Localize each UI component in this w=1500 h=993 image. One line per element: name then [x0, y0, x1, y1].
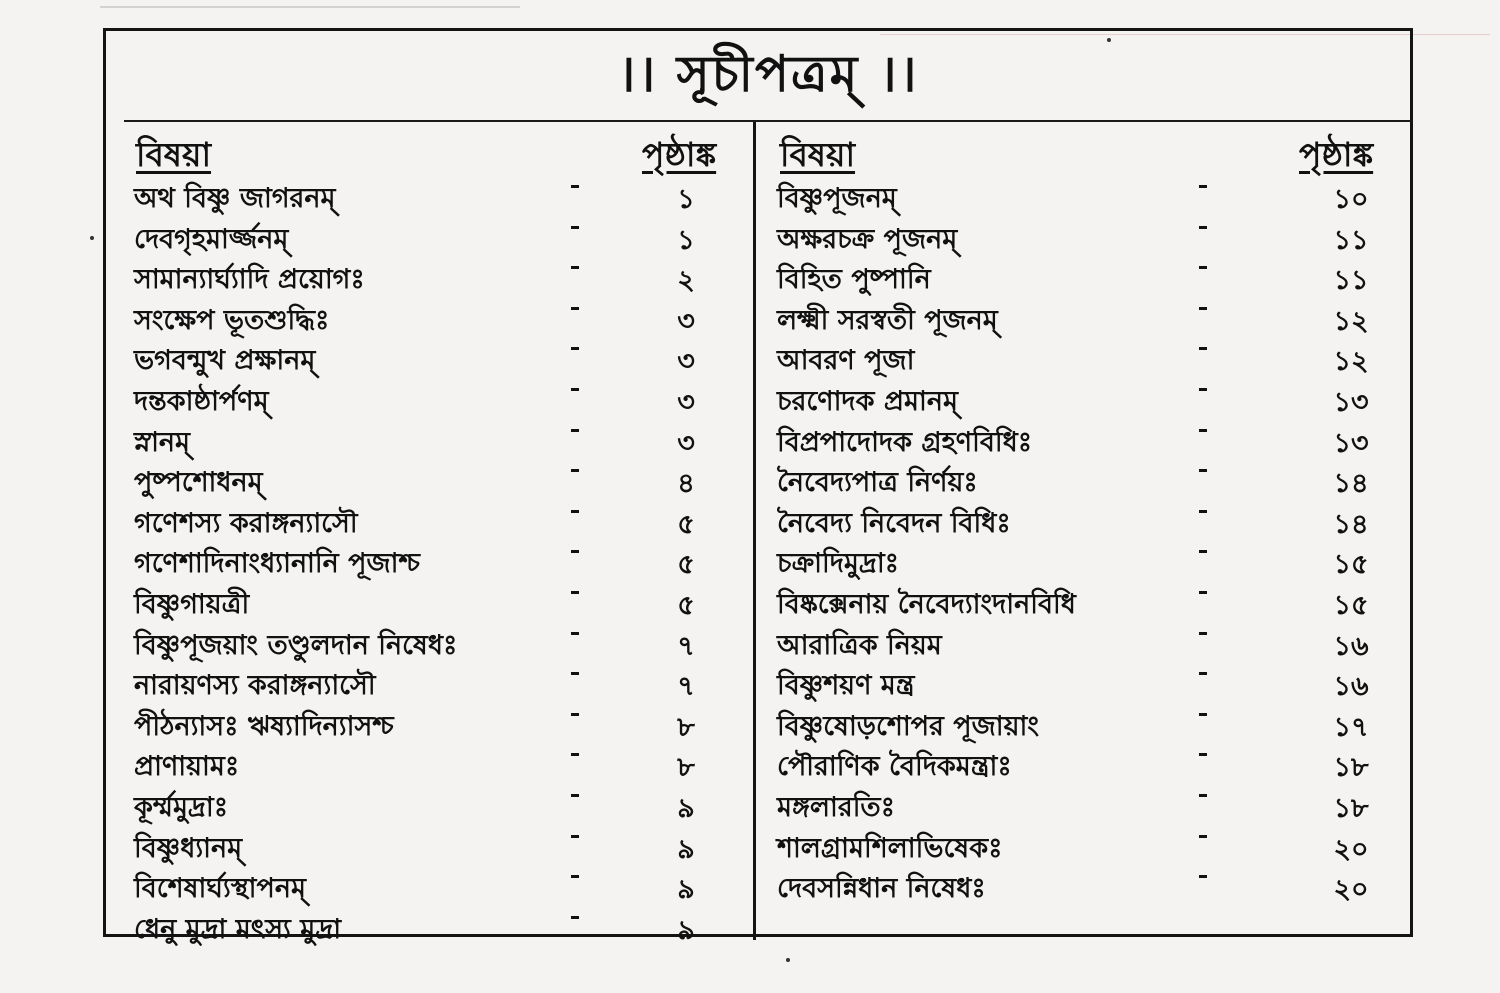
page-number-header: পৃষ্ঠাঙ্ক: [1299, 135, 1374, 174]
list-item: [771, 865, 1401, 906]
leader-dash: [571, 753, 579, 756]
left-column: [128, 127, 738, 946]
leader-dash: [571, 794, 579, 797]
list-item: [128, 256, 738, 297]
leader-dash: [571, 226, 579, 229]
entry-title: গণেশস্য করাঙ্গন্যাসৌ: [134, 507, 358, 539]
entry-page-number: ৩: [677, 386, 695, 418]
leader-dash: [1199, 550, 1207, 553]
entry-page-number: ৮: [677, 711, 695, 743]
entry-page-number: ১৫: [1333, 549, 1369, 581]
list-item: [771, 662, 1401, 703]
entry-page-number: ৩: [677, 346, 695, 378]
list-item: [771, 784, 1401, 825]
entry-title: চক্রাদিমুদ্রাঃ: [777, 548, 900, 580]
leader-dash: [1199, 591, 1207, 594]
leader-dash: [571, 266, 579, 269]
list-item: [771, 175, 1401, 216]
entry-page-number: ২০: [1333, 833, 1369, 865]
page-number-header: পৃষ্ঠাঙ্ক: [642, 135, 717, 174]
entry-page-number: ১৪: [1333, 468, 1369, 500]
leader-dash: [1199, 469, 1207, 472]
leader-dash: [1199, 672, 1207, 675]
entry-title: নৈবেদ্য নিবেদন বিধিঃ: [777, 507, 1011, 539]
list-item: [128, 459, 738, 500]
entry-page-number: ৪: [677, 468, 695, 500]
entry-title: অক্ষরচক্র পূজনম্: [777, 223, 958, 255]
entry-title: ভগবন্মুখ প্রক্ষানম্: [134, 345, 316, 377]
entry-title: অথ বিষ্ণু জাগরনম্: [134, 183, 336, 214]
list-item: [128, 419, 738, 460]
leader-dash: [1199, 429, 1207, 432]
list-item: [771, 256, 1401, 297]
list-item: [771, 743, 1401, 784]
entry-page-number: ১৭: [1333, 711, 1369, 743]
entry-title: বিষ্ণুশয়ণ মন্ত্র: [777, 670, 915, 702]
entry-title: নৈবেদ্যপাত্র নির্ণয়ঃ: [777, 467, 978, 499]
leader-dash: [1199, 185, 1207, 188]
list-item: [128, 865, 738, 906]
entry-title: শালগ্রামশিলাভিষেকঃ: [777, 832, 1003, 864]
list-item: [128, 540, 738, 581]
entry-title: স্নানম্: [134, 426, 191, 458]
entry-page-number: ৫: [677, 549, 695, 581]
entry-page-number: ১৮: [1333, 752, 1369, 784]
entry-title: বিষ্ণুপূজয়াং তণ্ডুলদান নিষেধঃ: [134, 629, 458, 661]
entry-page-number: ৮: [677, 752, 695, 784]
entry-title: বিহিত পুষ্পানি: [777, 264, 931, 296]
topic-header: বিষয়া: [780, 135, 856, 174]
entry-title: দন্তকাষ্ঠার্পণম্: [134, 385, 269, 417]
list-item: [771, 337, 1401, 378]
entry-title: সংক্ষেপ ভূতশুদ্ধিঃ: [134, 304, 330, 336]
entry-page-number: ৫: [677, 508, 695, 540]
entry-title: প্রাণায়ামঃ: [134, 751, 240, 783]
right-column: [771, 127, 1401, 906]
list-item: [128, 662, 738, 703]
leader-dash: [571, 469, 579, 472]
list-item: [128, 500, 738, 541]
column-header: [128, 127, 738, 175]
entry-page-number: ১২: [1333, 346, 1369, 378]
entry-title: পৌরাণিক বৈদিকমন্ত্রাঃ: [777, 751, 1012, 783]
scan-speck: [786, 958, 790, 962]
entry-page-number: ১৩: [1333, 386, 1369, 418]
list-item: [771, 297, 1401, 338]
list-item: [128, 378, 738, 419]
entry-page-number: ১৬: [1333, 630, 1369, 662]
entry-title: পুষ্পশোধনম্: [134, 467, 263, 499]
list-item: [128, 743, 738, 784]
leader-dash: [1199, 632, 1207, 635]
entry-page-number: ৯: [677, 792, 695, 824]
list-item: [771, 500, 1401, 541]
list-item: [771, 540, 1401, 581]
entry-title: আরাত্রিক নিয়ম: [777, 629, 942, 661]
entry-page-number: ১৫: [1333, 589, 1369, 621]
scan-edge-line: [100, 6, 520, 8]
leader-dash: [1199, 307, 1207, 310]
list-item: [771, 459, 1401, 500]
leader-dash: [1199, 226, 1207, 229]
scan-speck: [1107, 38, 1111, 42]
entry-title: বিপ্রপাদোদক গ্রহণবিধিঃ: [777, 426, 1033, 458]
leader-dash: [571, 185, 579, 188]
list-item: [128, 906, 738, 947]
list-item: [128, 175, 738, 216]
leader-dash: [1199, 875, 1207, 878]
leader-dash: [1199, 266, 1207, 269]
entry-title: লক্ষ্মী সরস্বতী পূজনম্: [777, 304, 998, 336]
leader-dash: [1199, 794, 1207, 797]
leader-dash: [1199, 753, 1207, 756]
list-item: [128, 297, 738, 338]
list-item: [128, 622, 738, 663]
leader-dash: [1199, 347, 1207, 350]
entry-page-number: ১১: [1333, 265, 1369, 297]
list-item: [128, 216, 738, 257]
entry-page-number: ২: [677, 265, 695, 297]
topic-header: বিষয়া: [136, 135, 212, 174]
entry-page-number: ১৮: [1333, 792, 1369, 824]
list-item: [771, 378, 1401, 419]
table-of-contents: [103, 28, 1413, 946]
leader-dash: [571, 916, 579, 919]
list-item: [128, 784, 738, 825]
column-header: [771, 127, 1401, 175]
leader-dash: [571, 672, 579, 675]
entry-title: নারায়ণস্য করাঙ্গন্যাসৌ: [134, 670, 376, 702]
leader-dash: [1199, 713, 1207, 716]
entry-page-number: ৭: [677, 671, 695, 703]
leader-dash: [571, 591, 579, 594]
entry-page-number: ১৪: [1333, 508, 1369, 540]
entry-title: বিষ্কক্সেনায় নৈবেদ্যাংদানবিধি: [777, 588, 1076, 620]
leader-dash: [571, 875, 579, 878]
entry-page-number: ৯: [677, 833, 695, 865]
leader-dash: [571, 347, 579, 350]
entry-title: দেবগৃহমার্জ্জনম্: [134, 223, 289, 255]
entry-list: [771, 175, 1401, 906]
entry-page-number: ১৬: [1333, 671, 1369, 703]
entry-page-number: ১: [677, 224, 695, 256]
entry-title: বিষ্ণুগায়ত্রী: [134, 588, 250, 620]
entry-page-number: ৯: [677, 874, 695, 906]
title-bar: [124, 36, 1412, 122]
leader-dash: [1199, 388, 1207, 391]
leader-dash: [571, 429, 579, 432]
leader-dash: [571, 550, 579, 553]
entry-page-number: ১০: [1333, 184, 1369, 215]
list-item: [771, 216, 1401, 257]
leader-dash: [1199, 835, 1207, 838]
entry-title: মঙ্গলারতিঃ: [777, 791, 896, 823]
list-item: [128, 825, 738, 866]
entry-title: বিষ্ণুধ্যানম্: [134, 832, 243, 864]
entry-title: বিষ্ণুপূজনম্: [777, 183, 897, 214]
leader-dash: [571, 388, 579, 391]
list-item: [771, 622, 1401, 663]
list-item: [771, 825, 1401, 866]
scan-speck: [90, 236, 94, 240]
list-item: [128, 337, 738, 378]
entry-page-number: ৩: [677, 305, 695, 337]
leader-dash: [571, 307, 579, 310]
entry-title: গণেশাদিনাংধ্যানানি পূজাশ্চ: [134, 548, 420, 580]
entry-page-number: ২০: [1333, 874, 1369, 906]
entry-list: [128, 175, 738, 946]
list-item: [771, 703, 1401, 744]
column-divider: [753, 122, 756, 940]
entry-title: ধেনু মুদ্রা মৎস্য মুদ্রা: [134, 913, 342, 945]
entry-title: সামান্যার্ঘ্যাদি প্রয়োগঃ: [134, 264, 365, 296]
leader-dash: [571, 835, 579, 838]
entry-title: আবরণ পূজা: [777, 345, 915, 377]
entry-page-number: ১২: [1333, 305, 1369, 337]
list-item: [771, 419, 1401, 460]
entry-title: বিষ্ণুষোড়শোপর পূজায়াং: [777, 710, 1039, 742]
entry-page-number: ৩: [677, 427, 695, 459]
page-title: ।। সূচীপত্রম্ ।।: [617, 44, 919, 103]
list-item: [128, 703, 738, 744]
leader-dash: [1199, 510, 1207, 513]
entry-page-number: ১৩: [1333, 427, 1369, 459]
entry-title: কূর্ম্মমুদ্রাঃ: [134, 791, 229, 823]
leader-dash: [571, 713, 579, 716]
entry-title: পীঠন্যাসঃ ঋষ্যাদিন্যাসশ্চ: [134, 710, 394, 742]
entry-page-number: ১: [677, 184, 695, 215]
entry-page-number: ৫: [677, 589, 695, 621]
list-item: [128, 581, 738, 622]
entry-page-number: ৯: [677, 914, 695, 946]
list-item: [771, 581, 1401, 622]
entry-title: বিশেষার্ঘ্যস্থাপনম্: [134, 873, 306, 905]
entry-page-number: ৭: [677, 630, 695, 662]
entry-title: দেবসন্নিধান নিষেধঃ: [777, 873, 986, 905]
entry-page-number: ১১: [1333, 224, 1369, 256]
leader-dash: [571, 510, 579, 513]
entry-title: চরণোদক প্রমানম্: [777, 385, 958, 417]
leader-dash: [571, 632, 579, 635]
